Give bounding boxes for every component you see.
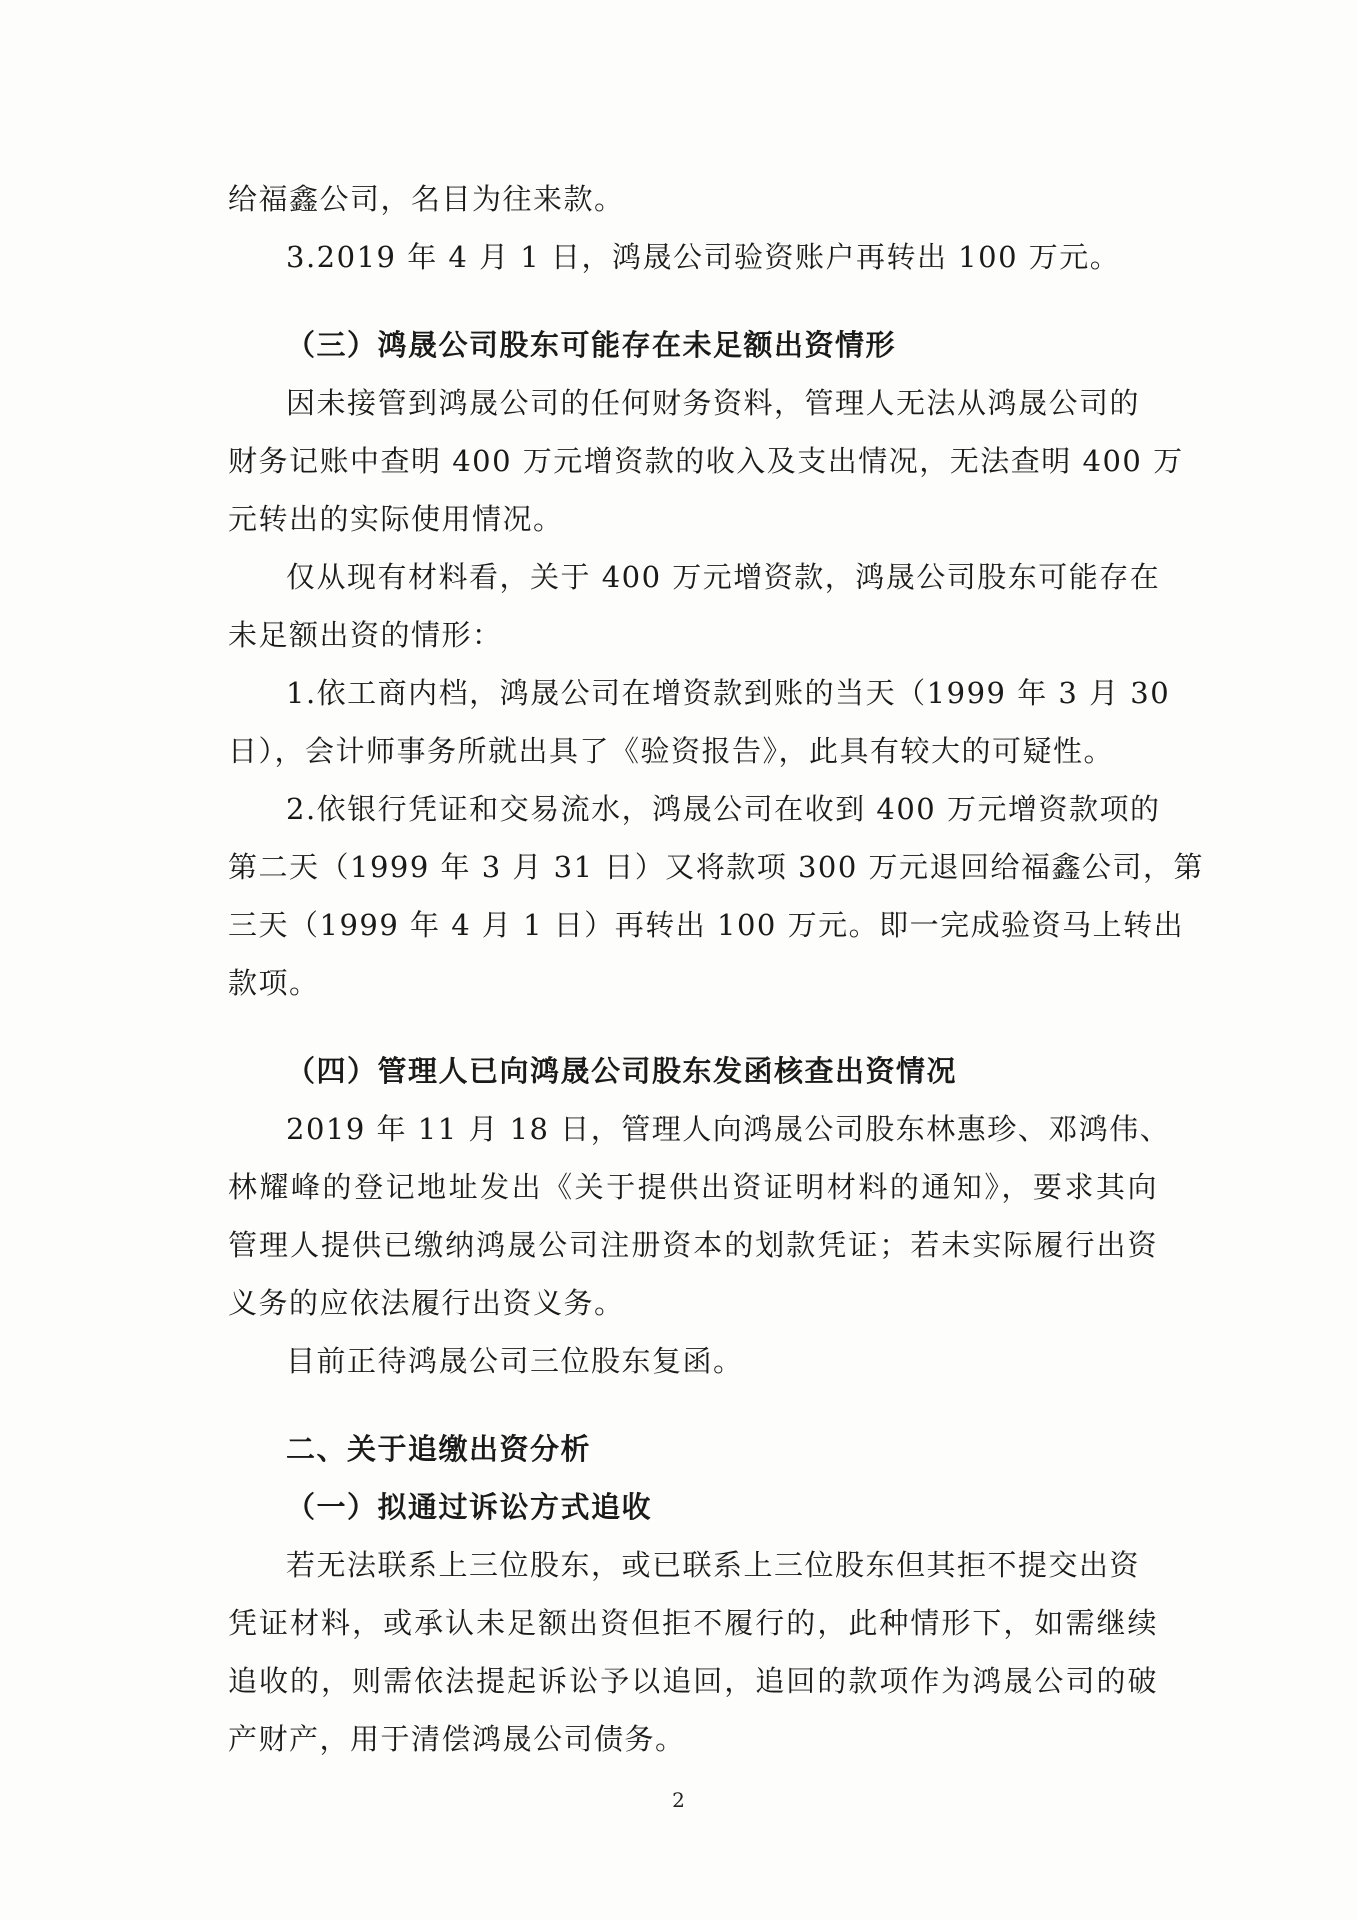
- section-heading-2-1: （一）拟通过诉讼方式追收: [286, 1490, 653, 1524]
- section-gap: [228, 1390, 1158, 1420]
- paragraph-line: 产财产，用于清偿鸿晟公司债务。: [228, 1722, 686, 1756]
- list-item-line: 2.依银行凭证和交易流水，鸿晟公司在收到 400 万元增资款项的: [286, 792, 1161, 826]
- paragraph-line: 目前正待鸿晟公司三位股东复函。: [286, 1344, 744, 1378]
- list-item-line: 日），会计师事务所就出具了《验资报告》，此具有较大的可疑性。: [228, 734, 1115, 768]
- paragraph-line: 3.2019 年 4 月 1 日，鸿晟公司验资账户再转出 100 万元。: [286, 240, 1121, 274]
- page-number: 2: [672, 1788, 685, 1812]
- section-heading-4: （四）管理人已向鸿晟公司股东发函核查出资情况: [286, 1054, 958, 1088]
- chapter-heading-2: 二、关于追缴出资分析: [286, 1432, 592, 1466]
- section-heading-3: （三）鸿晟公司股东可能存在未足额出资情形: [286, 328, 897, 362]
- section-gap: [228, 1012, 1158, 1042]
- paragraph-line: 因未接管到鸿晟公司的任何财务资料，管理人无法从鸿晟公司的: [286, 386, 1141, 420]
- paragraph-line: 凭证材料，或承认未足额出资但拒不履行的，此种情形下，如需继续: [228, 1606, 1158, 1640]
- paragraph-line: 元转出的实际使用情况。: [228, 502, 564, 536]
- paragraph-line: 给福鑫公司，名目为往来款。: [228, 182, 625, 216]
- list-item-line: 第二天（1999 年 3 月 31 日）又将款项 300 万元退回给福鑫公司，第: [228, 850, 1205, 884]
- paragraph-line: 追收的，则需依法提起诉讼予以追回，追回的款项作为鸿晟公司的破: [228, 1664, 1158, 1698]
- document-body: [228, 170, 1205, 1768]
- list-item-line: 1.依工商内档，鸿晟公司在增资款到账的当天（1999 年 3 月 30: [286, 676, 1171, 710]
- paragraph-line: 2019 年 11 月 18 日，管理人向鸿晟公司股东林惠珍、邓鸿伟、: [286, 1112, 1171, 1146]
- paragraph-line: 财务记账中查明 400 万元增资款的收入及支出情况，无法查明 400 万: [228, 444, 1184, 478]
- paragraph-line: 仅从现有材料看，关于 400 万元增资款，鸿晟公司股东可能存在: [286, 560, 1161, 594]
- paragraph-line: 林耀峰的登记地址发出《关于提供出资证明材料的通知》，要求其向: [228, 1170, 1158, 1204]
- section-gap: [228, 286, 1158, 316]
- paragraph-line: 管理人提供已缴纳鸿晟公司注册资本的划款凭证；若未实际履行出资: [228, 1228, 1158, 1262]
- paragraph-line: 未足额出资的情形：: [228, 618, 503, 652]
- list-item-line: 三天（1999 年 4 月 1 日）再转出 100 万元。即一完成验资马上转出: [228, 908, 1185, 942]
- paragraph-line: 义务的应依法履行出资义务。: [228, 1286, 625, 1320]
- list-item-line: 款项。: [228, 966, 320, 1000]
- paragraph-line: 若无法联系上三位股东，或已联系上三位股东但其拒不提交出资: [286, 1548, 1141, 1582]
